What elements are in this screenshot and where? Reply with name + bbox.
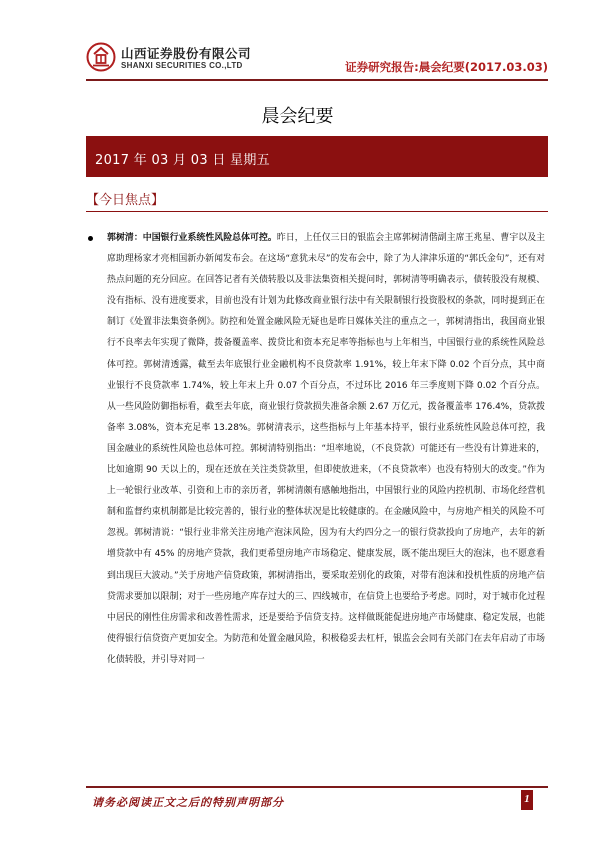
section-heading: 【今日焦点】 — [86, 193, 165, 208]
company-name-en: SHANXI SECURITIES CO.,LTD — [121, 61, 243, 70]
footer-divider — [86, 786, 548, 788]
page-number: 1 — [524, 793, 530, 805]
footer-disclaimer: 请务必阅读正文之后的特别声明部分 — [92, 796, 284, 809]
page-number-badge — [521, 790, 533, 810]
section-divider — [86, 211, 548, 212]
article-body: 昨日，上任仅三日的银监会主席郭树清偕副主席王兆星、曹宇以及主席助理杨家才亮相国新办新闻发布会。在这场“意犹未尽”的发布会中，除了为人津津乐道的“郭氏金句”，还有对热点问题的充分回应。在回答记者有关债转股以及非法集资相关提问时，郭树清等明确表示，债转股没有规模、没有指标、没有进度要求，目前也没有计划为此修改商业银行法中有关限制银行投资股权的条款，同时提到正在制订《处置非法集资条例》。防控和处置金融风险无疑也是昨日媒体关注的重点之一，郭树清指出，我国商业银行不良率去年实现了微降，拨备覆盖率、拨贷比和资本充足率等指标也与上年相当，中国银行业的系统性风险总体可控。郭树清透露，截至去年底银行业金融机构不良贷款率 1.91%，较上年末下降 0.02 个百分点，其中商业银行不良贷款率 1.74%，较上年末上升 0.07 个百分点，不过环比 2016 年三季度则下降 0.02 个百分点。从一些风险防御指标看，截至去年底，商业银行贷款损失准备余额 2.67 万亿元，拨备覆盖率 176.4%，贷款拨备率 3.08%，资本充足率 13.28%。郭树清表示，这些指标与上年基本持平，银行业系统性风险总体可控，我国金融业的系统性风险也总体可控。郭树清特别指出：“坦率地说，（不良贷款）可能还有一些没有计算进来的，比如逾期 90 天以上的，现在还放在关注类贷款里，但即使放进来，（不良贷款率）也没有特别大的改变。”作为上一轮银行业改革、引资和上市的亲历者，郭树清颇有感触地指出，中国银行业的风险内控机制、市场化经营机制和监督约束机制都是比较完善的，银行业的整体状况是比较健康的。在金融风险中，与房地产相关的风险不可忽视。郭树清说：“银行业非常关注房地产泡沫风险，因为有大约四分之一的银行贷款投向了房地产，去年的新增贷款中有 45% 的房地产贷款，我们更希望房地产市场稳定、健康发展，既不能出现巨大的泡沫，也不愿意看到出现巨大波动。”关于房地产信贷政策，郭树清指出，要采取差别化的政策，对带有泡沫和投机性质的房地产信贷需求要加以限制；对于一些房地产库存过大的三、四线城市，在信贷上也要给予考虑。同时，对于城市化过程中居民的刚性住房需求和改善性需求，还是要给予信贷支持。这样做既能促进房地产市场健康、稳定发展，也能使得银行信贷资产更加安全。为防范和处置金融风险，积极稳妥去杠杆，银监会会同有关部门在去年启动了市场化债转股，并引导对同一 — [107, 233, 546, 665]
article-lead: 郭树清：中国银行业系统性风险总体可控。 — [107, 233, 277, 243]
header-divider — [86, 79, 548, 81]
date-text: 2017 年 03 月 03 日 星期五 — [95, 153, 270, 168]
date-banner — [86, 136, 548, 177]
company-name-cn: 山西证券股份有限公司 — [121, 46, 252, 61]
bullet-icon — [88, 236, 93, 241]
report-title: 证券研究报告:晨会纪要(2017.03.03) — [345, 60, 548, 74]
company-logo-icon — [86, 42, 116, 72]
page-title: 晨会纪要 — [261, 106, 334, 127]
article-paragraph — [107, 228, 545, 671]
